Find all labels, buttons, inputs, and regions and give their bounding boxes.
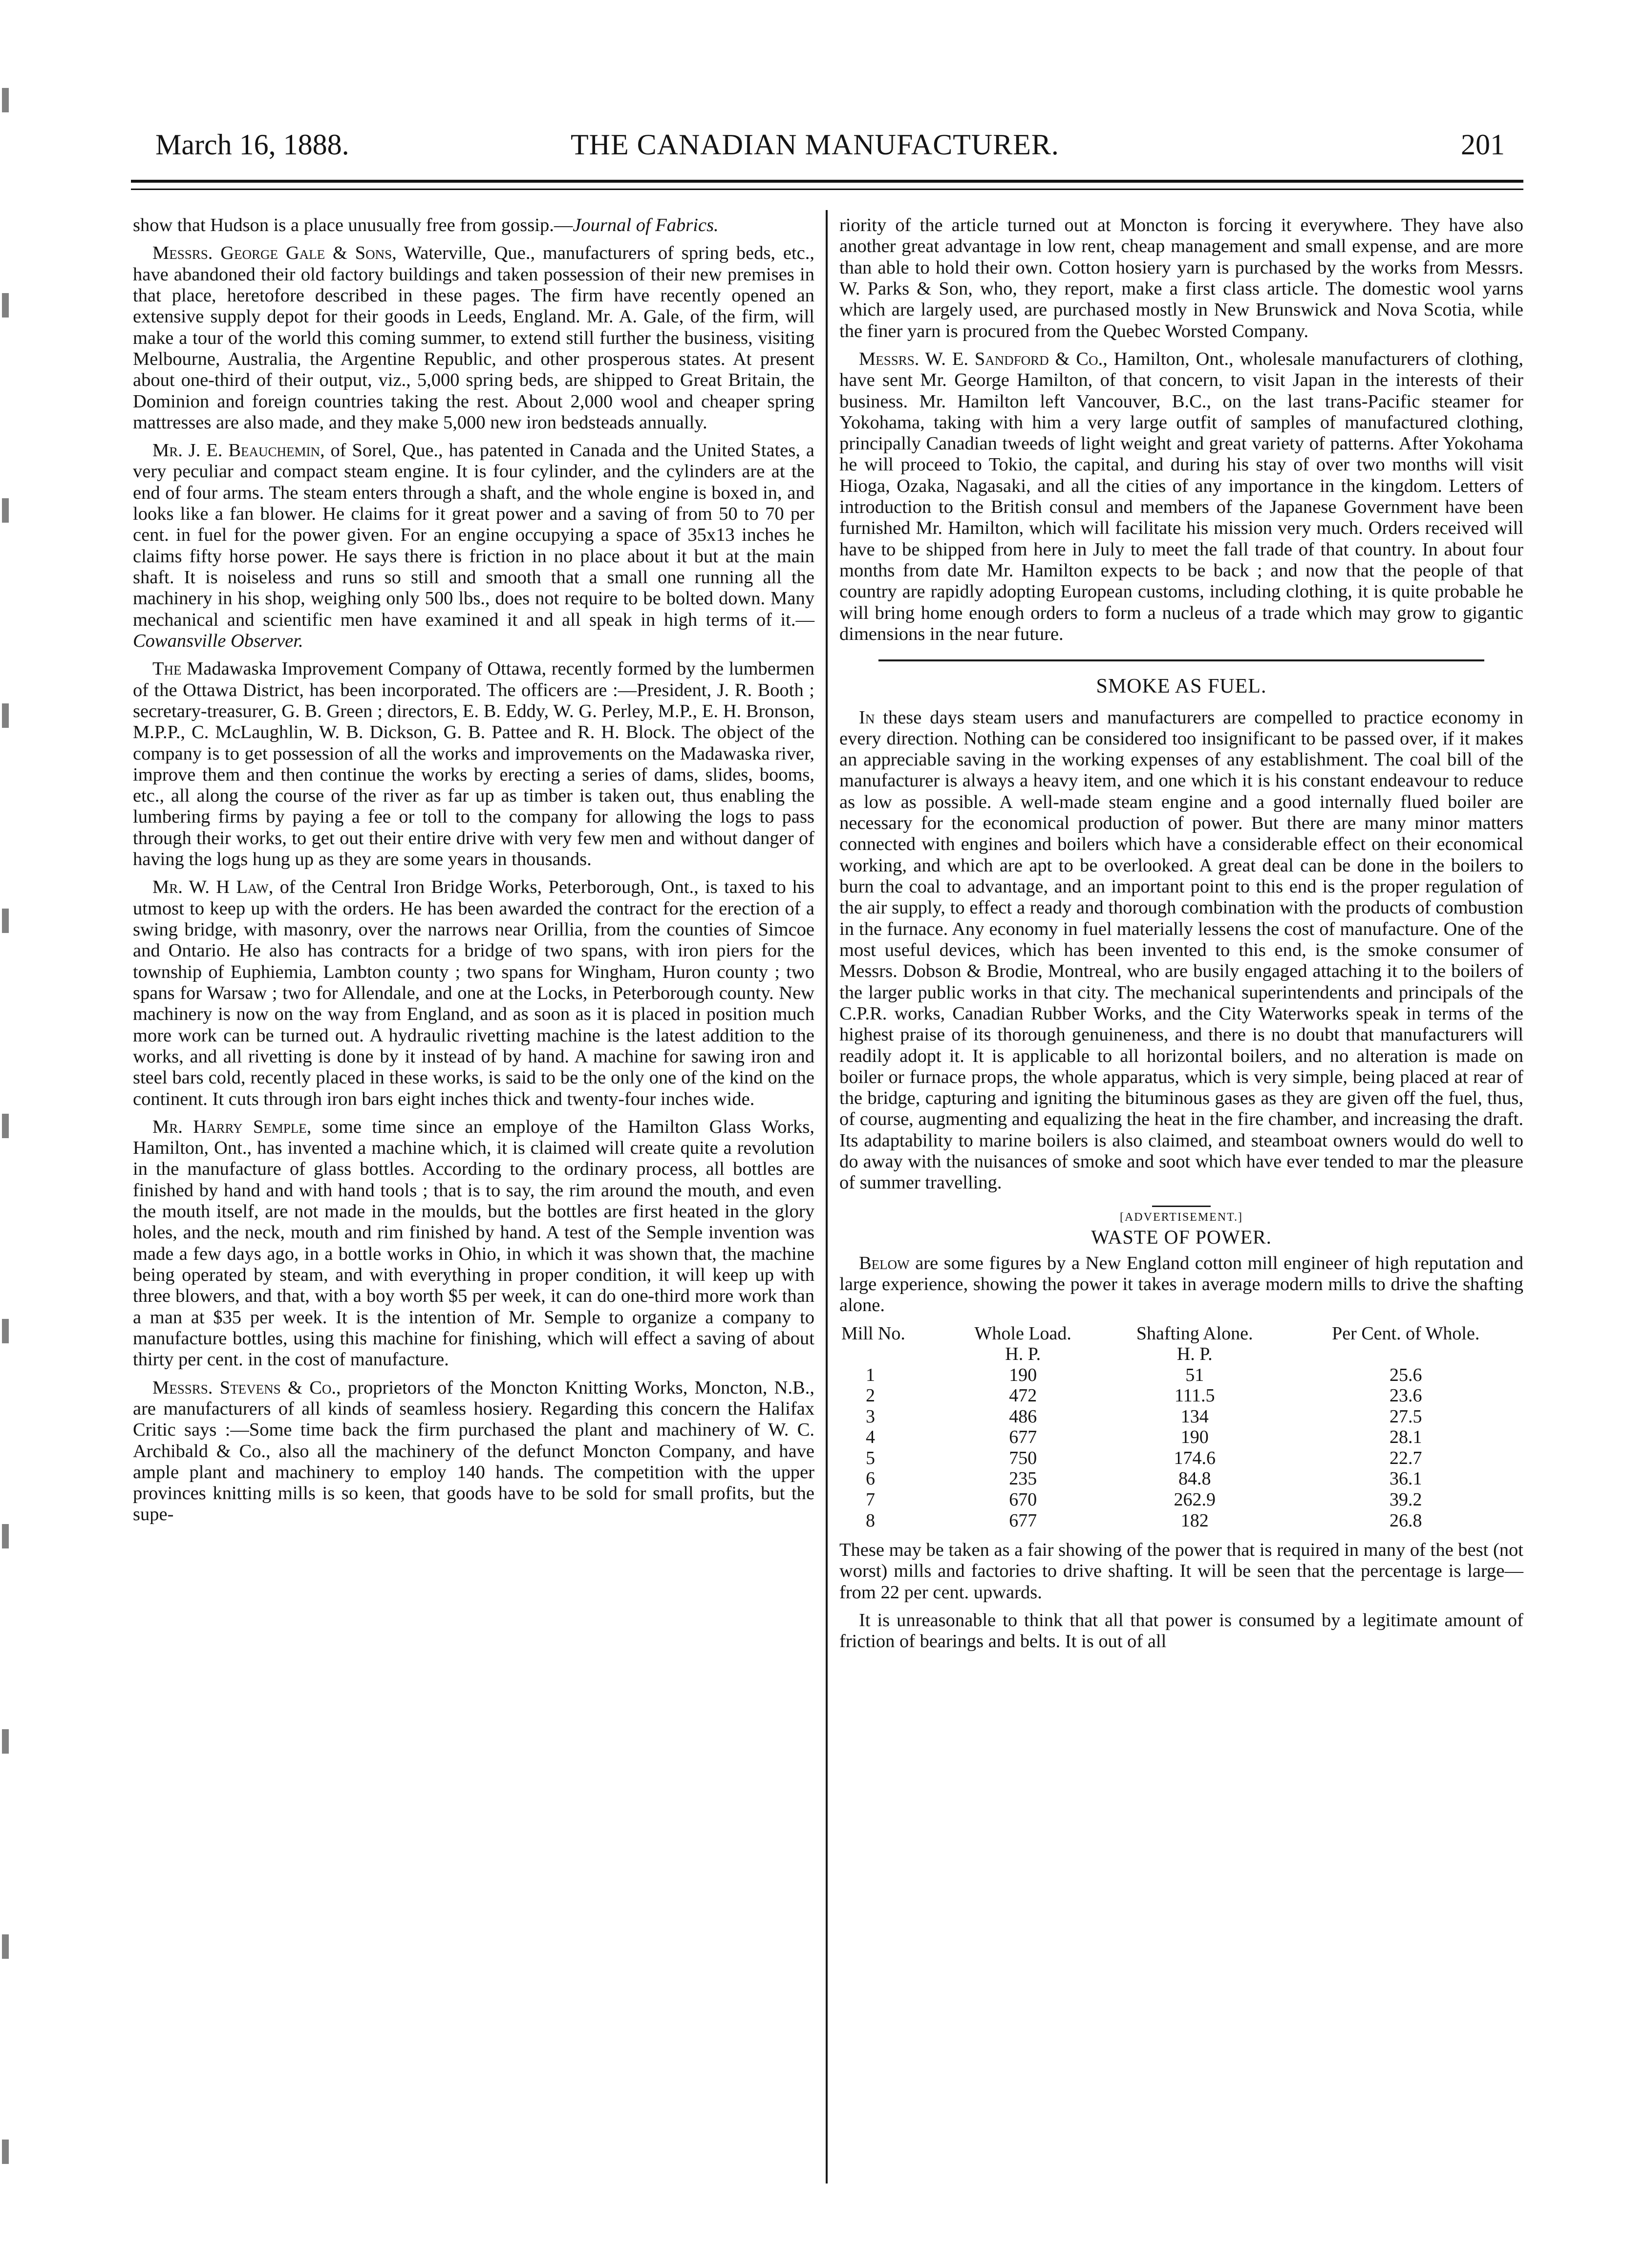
table-row: [839, 1406, 1523, 1427]
section-rule-short: [1152, 1206, 1211, 1207]
table-cell: 7: [866, 1489, 875, 1510]
table-cell: 1: [866, 1364, 875, 1385]
article-paragraph: riority of the article turned out at Moncton is forcing it everywhere. They have also another great advantage in low rent, cheap management and small expense, and are more than able to hold their own. Cotton hosiery yarn is purchased by the works from Messrs. W. Parks & Son, who, they report, make a first class article. The domestic wool yarns which are largely used, are purchased mostly in New Brunswick and Nova Scotia, while the finer yarn is procured from the Quebec Worsted Company.: [839, 215, 1523, 341]
article-paragraph: Mr. J. E. Beauchemin, of Sorel, Que., has patented in Canada and the United States, a very peculiar and compact steam engine. It is four cylinder, and the cylinders are at the end of four arms. The steam enters through a shaft, and the whole engine is boxed in, and looks like a fan blower. He claims for it great power and a saving of from 50 to 70 per cent. in fuel for the power given. For an engine occupying a space of 35x13 inches he claims fifty horse power. He says there is friction in no place about it but at the main shaft. It is noiseless and runs so still and smooth that a small one running all the machinery in his shop, weighing only 500 lbs., does not require to be bolted down. Many mechanical and scientific men have examined it and all speak in high terms of it.—Cowansville Observer.: [133, 440, 814, 651]
table-cell: 26.8: [1390, 1510, 1422, 1531]
table-cell: 677: [1009, 1510, 1037, 1531]
table-cell: 174.6: [1174, 1447, 1216, 1468]
table-header: Whole Load.: [974, 1323, 1071, 1344]
section-rule: [878, 659, 1484, 661]
table-cell: 750: [1009, 1447, 1037, 1468]
table-subheader: H. P.: [1005, 1344, 1041, 1365]
table-cell: 111.5: [1174, 1385, 1215, 1406]
right-column: [839, 215, 1523, 1659]
header-date: March 16, 1888.: [155, 128, 349, 161]
table-cell: 4: [866, 1427, 875, 1448]
table-row: [839, 1365, 1523, 1386]
table-cell: 36.1: [1390, 1468, 1422, 1489]
table-row: [839, 1489, 1523, 1510]
article-paragraph: In these days steam users and manufacturers are compelled to practice economy in every direction. Nothing can be considered too insignificant to be passed over, if it makes an appreciable saving in the working expenses of any establishment. The coal bill of the manufacturer is always a heavy item, and one which it is his constant endeavour to reduce as low as possible. A well-made steam engine and a good internally flued boiler are necessary for the economical production of power. But there are many minor matters connected with engines and boilers which have a considerable effect on their economical working, and which are apt to be overlooked. A great deal can be done in the boilers to burn the coal to advantage, and an important point to this end is the proper regulation of the air supply, to effect a ready and thorough combination with the products of combustion in the furnace. Any economy in fuel materially lessens the cost of manufacture. One of the most useful devices, which has been invented to this end, is the smoke consumer of Messrs. Dobson & Brodie, Montreal, who are busily engaged attaching it to the boilers of the larger public works in that city. The mechanical superintendents and principals of the C.P.R. works, Canadian Rubber Works, and the City Waterworks speak in terms of the highest praise of its thorough genuineness, and there is no doubt that manufacturers will readily adopt it. It is applicable to all horizontal boilers, and no alteration is made on boiler or furnace props, the whole apparatus, which is very simple, being placed at rear of the bridge, capturing and igniting the bituminous gases as they are given off the fuel, thus, of course, augmenting and equalizing the heat in the fire chamber, and increasing the draft. Its adaptability to marine boilers is also claimed, and steamboat owners would do well to do away with the nuisances of smoke and soot which have ever tended to mar the pleasure of summer travelling.: [839, 707, 1523, 1193]
section-title-smoke: SMOKE AS FUEL.: [1096, 675, 1267, 698]
table-row: [839, 1385, 1523, 1406]
table-subheader: H. P.: [1176, 1344, 1213, 1365]
article-paragraph: Messrs. Stevens & Co., proprietors of the Moncton Knitting Works, Moncton, N.B., are manufacturers of all kinds of seamless hosiery. Regarding this concern the Halifax Critic says :—Some time back the firm purchased the plant and machinery of W. C. Archibald & Co., also all the machinery of the defunct Moncton Company, and have ample plant and machinery to employ 140 hands. The competition with the upper provinces knitting mills is so keen, that goods have to be sold for small profits, but the supe-: [133, 1377, 814, 1525]
table-cell: 22.7: [1390, 1447, 1422, 1468]
article-paragraph: The Madawaska Improvement Company of Ottawa, recently formed by the lumbermen of the Ottawa District, has been incorporated. The officers are :—President, J. R. Booth ; secretary-treasurer, G. B. Green ; directors, E. B. Eddy, W. G. Perley, M.P., E. H. Bronson, M.P.P., C. McLaughlin, W. B. Dickson, G. B. Pattee and R. H. Block. The object of the company is to get possession of all the works and improvements on the Madawaska river, improve them and then continue the works by erecting a series of dams, slides, booms, etc., all along the course of the river as far up as timber is taken out, thus enabling the lumbering firms by paying a fee or toll to the company for allowing the logs to pass through their works, to get out their entire drive with very few men and without danger of having the logs hung up as they are some years in thousands.: [133, 658, 814, 870]
table-row: [839, 1427, 1523, 1448]
table-header: Per Cent. of Whole.: [1332, 1323, 1480, 1344]
table-subheader: [1288, 1344, 1523, 1365]
table-header: Shafting Alone.: [1136, 1323, 1253, 1344]
table-cell: 51: [1185, 1364, 1204, 1385]
table-cell: 486: [1009, 1406, 1037, 1427]
table-cell: 39.2: [1390, 1489, 1422, 1510]
article-paragraph: It is unreasonable to think that all that power is consumed by a legitimate amount of friction of bearings and belts. It is out of all: [839, 1610, 1523, 1652]
table-cell: 134: [1180, 1406, 1209, 1427]
table-cell: 25.6: [1390, 1364, 1422, 1385]
table-cell: 190: [1180, 1427, 1209, 1448]
table-row: [839, 1510, 1523, 1531]
advertisement-label: [ADVERTISEMENT.]: [1119, 1210, 1243, 1224]
table-cell: 2: [866, 1385, 875, 1406]
table-cell: 8: [866, 1510, 875, 1531]
table-cell: 23.6: [1390, 1385, 1422, 1406]
table-cell: 670: [1009, 1489, 1037, 1510]
table-cell: 182: [1180, 1510, 1209, 1531]
table-cell: 84.8: [1178, 1468, 1211, 1489]
table-cell: 677: [1009, 1427, 1037, 1448]
table-cell: 6: [866, 1468, 875, 1489]
article-paragraph: Mr. Harry Semple, some time since an employe of the Hamilton Glass Works, Hamilton, Ont., has invented a machine which, it is claimed will create quite a revolution in the manufacture of glass bottles. According to the ordinary process, all bottles are finished by hand and with hand tools ; that is to say, the rim around the mouth, and even the mouth itself, are not made in the moulds, but the bottles are first heated in the glory holes, and the neck, mouth and rim finished by hand. A test of the Semple invention was made a few days ago, in a bottle works in Ohio, in which it was shown that, the machine being operated by steam, and with everything in proper condition, it will keep up with three blowers, and that, with a boy worth $5 per week, it can do one-third more work than a man at $35 per week. It is the intention of Mr. Semple to organize a company to manufacture bottles, using this machine for finishing, which will effect a saving of about thirty per cent. in the cost of manufacture.: [133, 1116, 814, 1370]
article-paragraph: show that Hudson is a place unusually free from gossip.—Journal of Fabrics.: [133, 215, 719, 235]
table-cell: 28.1: [1390, 1427, 1422, 1448]
table-subheader-row: [839, 1344, 1523, 1365]
article-paragraph: These may be taken as a fair showing of the power that is required in many of the best (not worst) mills and factories to drive shafting. It will be seen that the percentage is large—from 22 per cent. upwards.: [839, 1540, 1523, 1603]
section-title-waste: WASTE OF POWER.: [1091, 1226, 1272, 1248]
table-cell: 235: [1009, 1468, 1037, 1489]
table-row: [839, 1468, 1523, 1489]
table-cell: 190: [1009, 1364, 1037, 1385]
power-table: [839, 1323, 1523, 1531]
table-cell: 262.9: [1174, 1489, 1216, 1510]
article-paragraph: Below are some figures by a New England cotton mill engineer of high reputation and large experience, showing the power it takes in average modern mills to drive the shafting alone.: [839, 1252, 1523, 1316]
article-paragraph: Mr. W. H Law, of the Central Iron Bridge Works, Peterborough, Ont., is taxed to his utmost to keep up with the orders. He has been awarded the contract for the erection of a swing bridge, with masonry, over the narrows near Orillia, from the counties of Simcoe and Ontario. He also has contracts for a bridge of two spans, with iron piers for the township of Euphiemia, Lambton county ; two spans for Wingham, Huron county ; two spans for Warsaw ; two for Allendale, and one at the Locks, in Peterborough county. New machinery is now on the way from England, and as soon as it is placed in position much more work can be turned out. A hydraulic rivetting machine is the latest addition to the works, and all rivetting is done by it instead of by hand. A machine for sawing iron and steel bars cold, recently placed in these works, is said to be the only one of the kind on the continent. It cuts through iron bars eight inches thick and twenty-four inches wide.: [133, 877, 814, 1109]
left-column: [133, 215, 814, 1532]
page-number: 201: [1461, 128, 1505, 161]
article-paragraph: Messrs. W. E. Sandford & Co., Hamilton, Ont., wholesale manufacturers of clothing, have sent Mr. George Hamilton, of that concern, to visit Japan in the interests of their business. Mr. Hamilton left Vancouver, B.C., on the last trans-Pacific steamer for Yokohama, taking with him a very large outfit of samples of manufactured clothing, principally Canadian tweeds of light weight and great variety of patterns. After Yokohama he will proceed to Tokio, the capital, and during his stay of over two months will visit Hioga, Ozaka, Nagasaki, and all the cities of any importance in the kingdom. Letters of introduction to the British consul and members of the Japanese Government have been furnished Mr. Hamilton, which will facilitate his mission very much. Orders received will have to be shipped from here in July to meet the fall trade of that country. In about four months from date Mr. Hamilton expects to be back ; and now that the people of that country are rapidly adopting European customs, including clothing, it is quite probable he will bring home enough orders to form a nucleus of a trade which may grow to gigantic dimensions in the near future.: [839, 348, 1524, 644]
table-row: [839, 1448, 1523, 1469]
table-subheader: [839, 1344, 945, 1365]
table-cell: 5: [866, 1447, 875, 1468]
table-cell: 472: [1009, 1385, 1037, 1406]
column-divider: [826, 210, 828, 2183]
article-paragraph: Messrs. George Gale & Sons, Waterville, Que., manufacturers of spring beds, etc., have abandoned their old factory buildings and taken possession of their new premises in that place, heretofore described in these pages. The firm have recently opened an extensive supply depot for their goods in Leeds, England. Mr. A. Gale, of the firm, will make a tour of the world this coming summer, to extend still further the business, visiting Melbourne, Australia, the Argentine Republic, and other prosperous states. At present about one-third of their output, viz., 5,000 spring beds, are shipped to Great Britain, the Dominion and foreign countries taking the rest. About 2,000 wool and cheaper spring mattresses are also made, and they make 5,000 new iron bedsteads annually.: [133, 243, 814, 433]
table-header: Mill No.: [841, 1323, 905, 1344]
header-rule-thin: [131, 189, 1523, 190]
header-title: THE CANADIAN MANUFACTURER.: [571, 128, 1059, 161]
header-rule: [131, 180, 1523, 183]
table-cell: 3: [866, 1406, 875, 1427]
table-header-row: [839, 1323, 1523, 1344]
table-cell: 27.5: [1390, 1406, 1422, 1427]
page-edge-marks: [2, 0, 9, 2268]
